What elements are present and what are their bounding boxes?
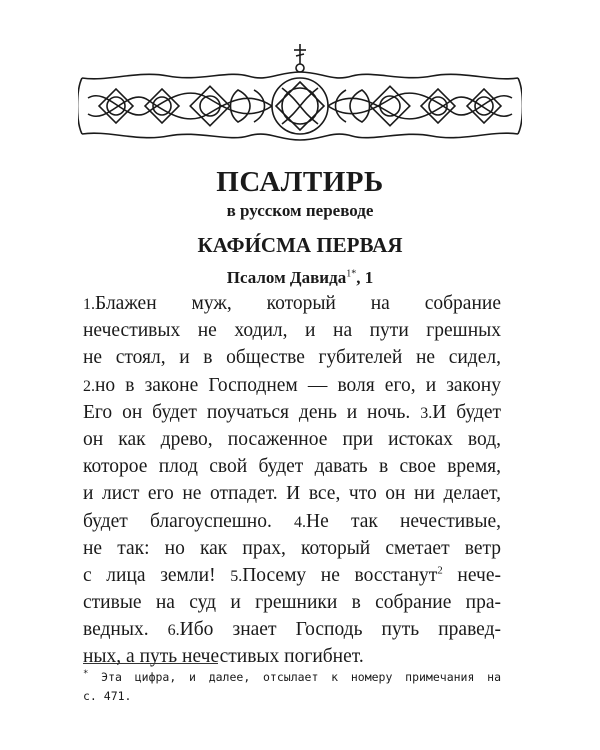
verse-text: с лица земли! (83, 564, 231, 586)
text-line (83, 317, 501, 344)
knot-left-2 (145, 89, 179, 123)
verse-number: 6. (167, 622, 180, 640)
text-line (83, 344, 501, 371)
psalm-text (83, 290, 501, 671)
footnote-marker: * (83, 669, 89, 680)
verse-number: 4. (294, 513, 307, 531)
verse-number: 1. (83, 296, 95, 313)
footnote-divider (83, 663, 218, 664)
psalm-heading (0, 268, 600, 288)
page-subtitle: в русском переводе (226, 201, 374, 220)
verse-text: Его он будет поучаться день и ночь. (83, 401, 421, 423)
verse-text: Не так нечестивые, (306, 510, 501, 532)
kathisma-heading: КАФИ́СМА ПЕРВАЯ (197, 233, 403, 257)
knot-right-1 (467, 89, 501, 123)
footnote-line: с. 471. (83, 689, 132, 703)
verse-number: 5. (230, 567, 243, 585)
cross-icon (294, 44, 306, 72)
verse-text: нечестивых не ходил, и на пути грешных (83, 320, 501, 342)
verse-text: ведных. (83, 619, 168, 641)
text-line (83, 426, 501, 453)
footnote-text: Эта цифра, и далее, отсылает к номеру примечания на (88, 670, 501, 684)
knot-right-2 (421, 89, 455, 123)
footnote-mark: 1* (346, 268, 357, 280)
footnote (83, 668, 501, 706)
psalm-title: Псалом Давида (226, 268, 347, 287)
verse-text: ных, а путь нечестивых погибнет. (83, 646, 364, 668)
verse-text: нече- (442, 564, 501, 586)
verse-text: но в законе Господнем — воля его, и закону (95, 374, 501, 396)
verse-text: и лист его не отпадет. И все, что он ни делает, (83, 483, 501, 505)
verse-text: которое плод свой будет давать в свое время, (83, 456, 501, 478)
verse-number: 3. (420, 404, 433, 422)
footnote-reference: 2 (437, 564, 443, 577)
text-line (83, 508, 501, 535)
verse-text: будет благоуспешно. (83, 510, 295, 532)
page-title: ПСАЛТИРЬ (216, 166, 384, 198)
verse-text: он как древо, посаженное при истоках вод, (83, 428, 501, 450)
verse-text: стивые на суд и грешники в собрание пра- (83, 592, 501, 614)
verse-text: И будет (432, 401, 501, 423)
knot-left-4 (231, 90, 265, 122)
verse-text: Блажен муж, который на собрание (95, 293, 501, 314)
text-line (83, 589, 501, 616)
text-line (83, 372, 501, 399)
text-line (83, 290, 501, 317)
text-line (83, 453, 501, 480)
text-line (83, 535, 501, 562)
verse-text: Ибо знает Господь путь правед- (179, 619, 501, 641)
text-line (83, 616, 501, 643)
footnote-line (83, 668, 501, 687)
text-line (83, 480, 501, 507)
text-line (83, 399, 501, 426)
psalm-number: , 1 (356, 268, 374, 287)
text-line (83, 643, 501, 670)
verse-text: Посему не восстанут (242, 564, 438, 586)
verse-text: не стоял, и в обществе губителей не сидел, (83, 347, 501, 369)
knot-right-4 (336, 90, 370, 122)
knot-left-1 (99, 89, 133, 123)
text-line (83, 562, 501, 589)
verse-number: 2. (83, 377, 95, 395)
verse-text: не так: но как прах, который сметает ветр (83, 537, 501, 559)
ornamental-headpiece (78, 42, 522, 144)
